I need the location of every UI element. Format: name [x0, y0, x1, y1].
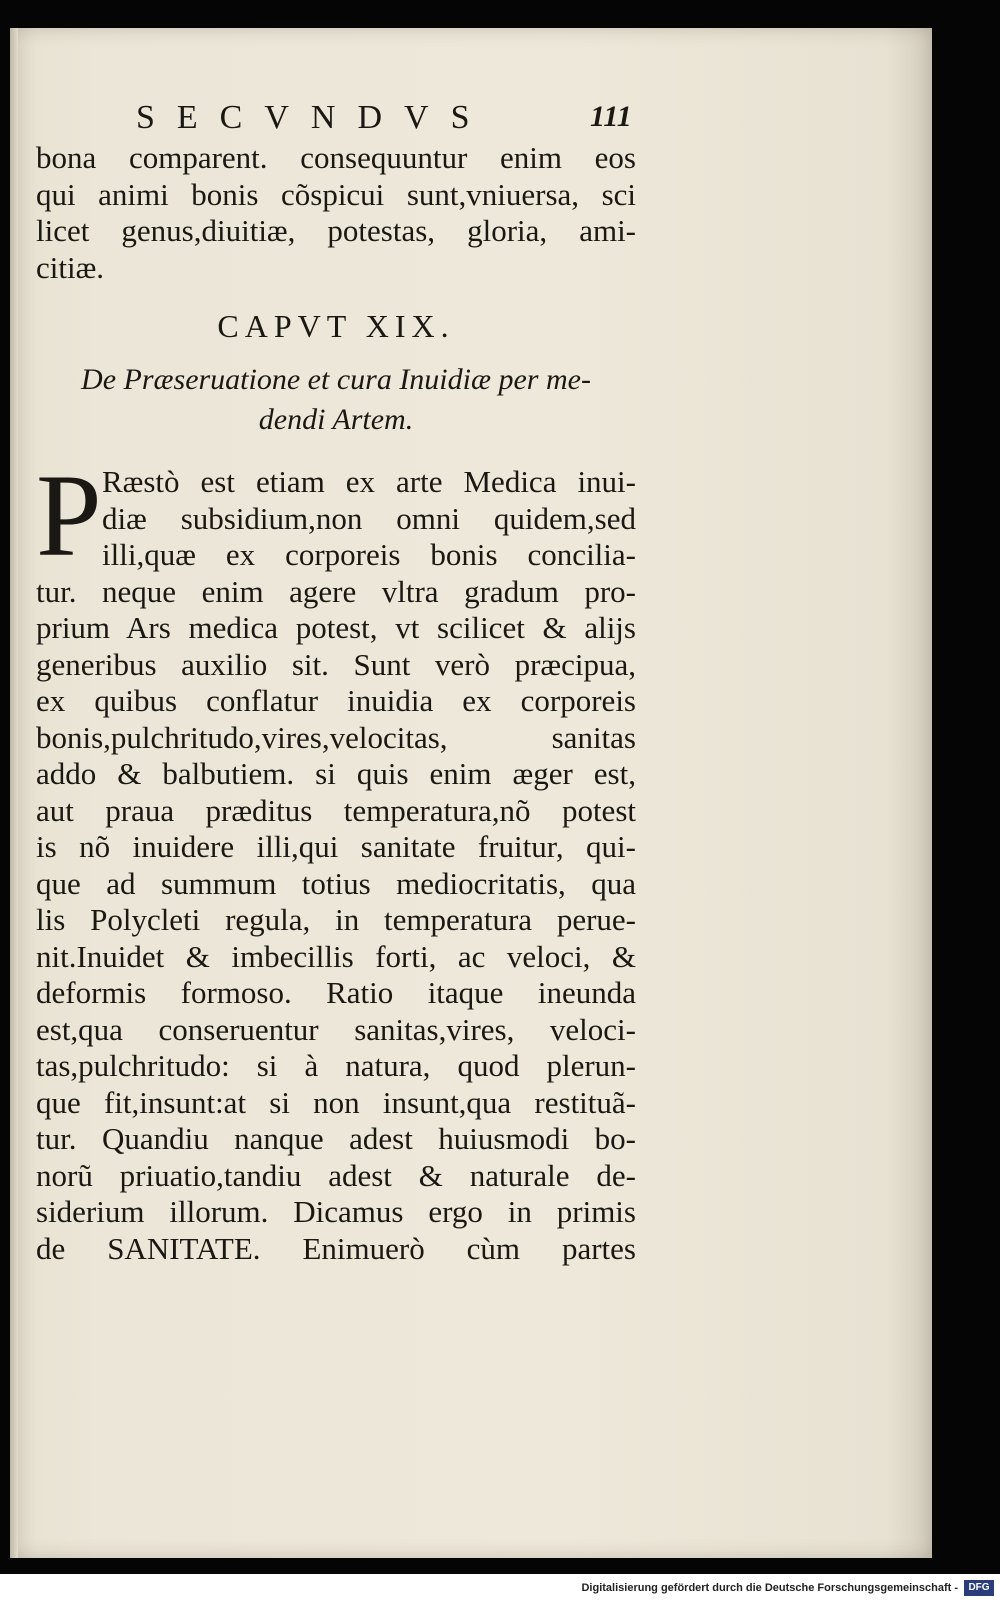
text-line: est,qua conseruentur sanitas,vires, veloci- — [36, 1011, 636, 1047]
text-line: aut praua præditus temperatura,nõ potest — [36, 792, 636, 828]
text-line: tur. neque enim agere vltra gradum pro- — [36, 573, 636, 609]
dfg-logo: DFG — [964, 1580, 994, 1596]
folio-number: 111 — [590, 100, 632, 133]
text-line: prium Ars medica potest, vt scilicet & alijs — [36, 610, 636, 645]
text-line: siderium illorum. Dicamus ergo in primis — [36, 1194, 636, 1229]
text-line: qui animi bonis cõspicui sunt,vniuersa, sci — [36, 176, 636, 212]
text-line: que ad summum totius mediocritatis, qua — [36, 865, 636, 901]
text-line: tas,pulchritudo: si à natura, quod plerun- — [36, 1048, 636, 1083]
text-line: que fit,insunt:at si non insunt,qua restituã- — [36, 1084, 636, 1120]
text-line: bona comparent. consequuntur enim eos — [36, 140, 636, 175]
footer-bar — [0, 1574, 1000, 1607]
book-page — [10, 28, 932, 1558]
subtitle-line: dendi Artem. — [258, 403, 414, 436]
page-gutter-edge — [10, 28, 18, 1558]
funding-credit: Digitalisierung gefördert durch die Deutsche Forschungsgemeinschaft - — [581, 1582, 958, 1594]
drop-cap-initial: P — [36, 450, 102, 581]
page-text — [36, 96, 666, 1267]
intro-paragraph — [36, 140, 666, 286]
text-line: tur. Quandiu nanque adest huiusmodi bo- — [36, 1121, 636, 1156]
text-line: addo & balbutiem. si quis enim æger est, — [36, 756, 636, 791]
drop-cap-lines — [102, 464, 636, 574]
chapter-heading: CAPVT XIX. — [217, 308, 455, 344]
text-line: licet genus,diuitiæ, potestas, gloria, ami- — [36, 213, 636, 248]
text-line: Ræstò est etiam ex arte Medica inui- — [102, 464, 636, 499]
chapter-subtitle — [36, 360, 666, 440]
text-line: diæ subsidium,non omni quidem,sed — [102, 500, 636, 536]
text-line: bonis,pulchritudo,vires,velocitas, sanitas — [36, 719, 636, 755]
text-line: de SANITATE. Enimuerò cùm partes — [36, 1230, 636, 1266]
running-head: SECVNDVS — [136, 99, 492, 136]
text-line: ex quibus conflatur inuidia ex corporeis — [36, 683, 636, 718]
text-line: lis Polycleti regula, in temperatura perue- — [36, 902, 636, 937]
body-paragraph — [36, 450, 666, 1267]
text-line: norũ priuatio,tandiu adest & naturale de- — [36, 1157, 636, 1193]
text-line: generibus auxilio sit. Sunt verò præcipua, — [36, 646, 636, 682]
text-line: is nõ inuidere illi,qui sanitate fruitur, qui- — [36, 829, 636, 864]
text-line: deformis formoso. Ratio itaque ineunda — [36, 975, 636, 1010]
drop-cap-block — [36, 450, 666, 581]
text-line: illi,quæ ex corporeis bonis concilia- — [102, 537, 636, 572]
text-line: nit.Inuidet & imbecillis forti, ac veloci, & — [36, 938, 636, 974]
subtitle-line: De Præseruatione et cura Inuidiæ per me- — [81, 363, 591, 396]
text-line: citiæ. — [36, 249, 105, 285]
